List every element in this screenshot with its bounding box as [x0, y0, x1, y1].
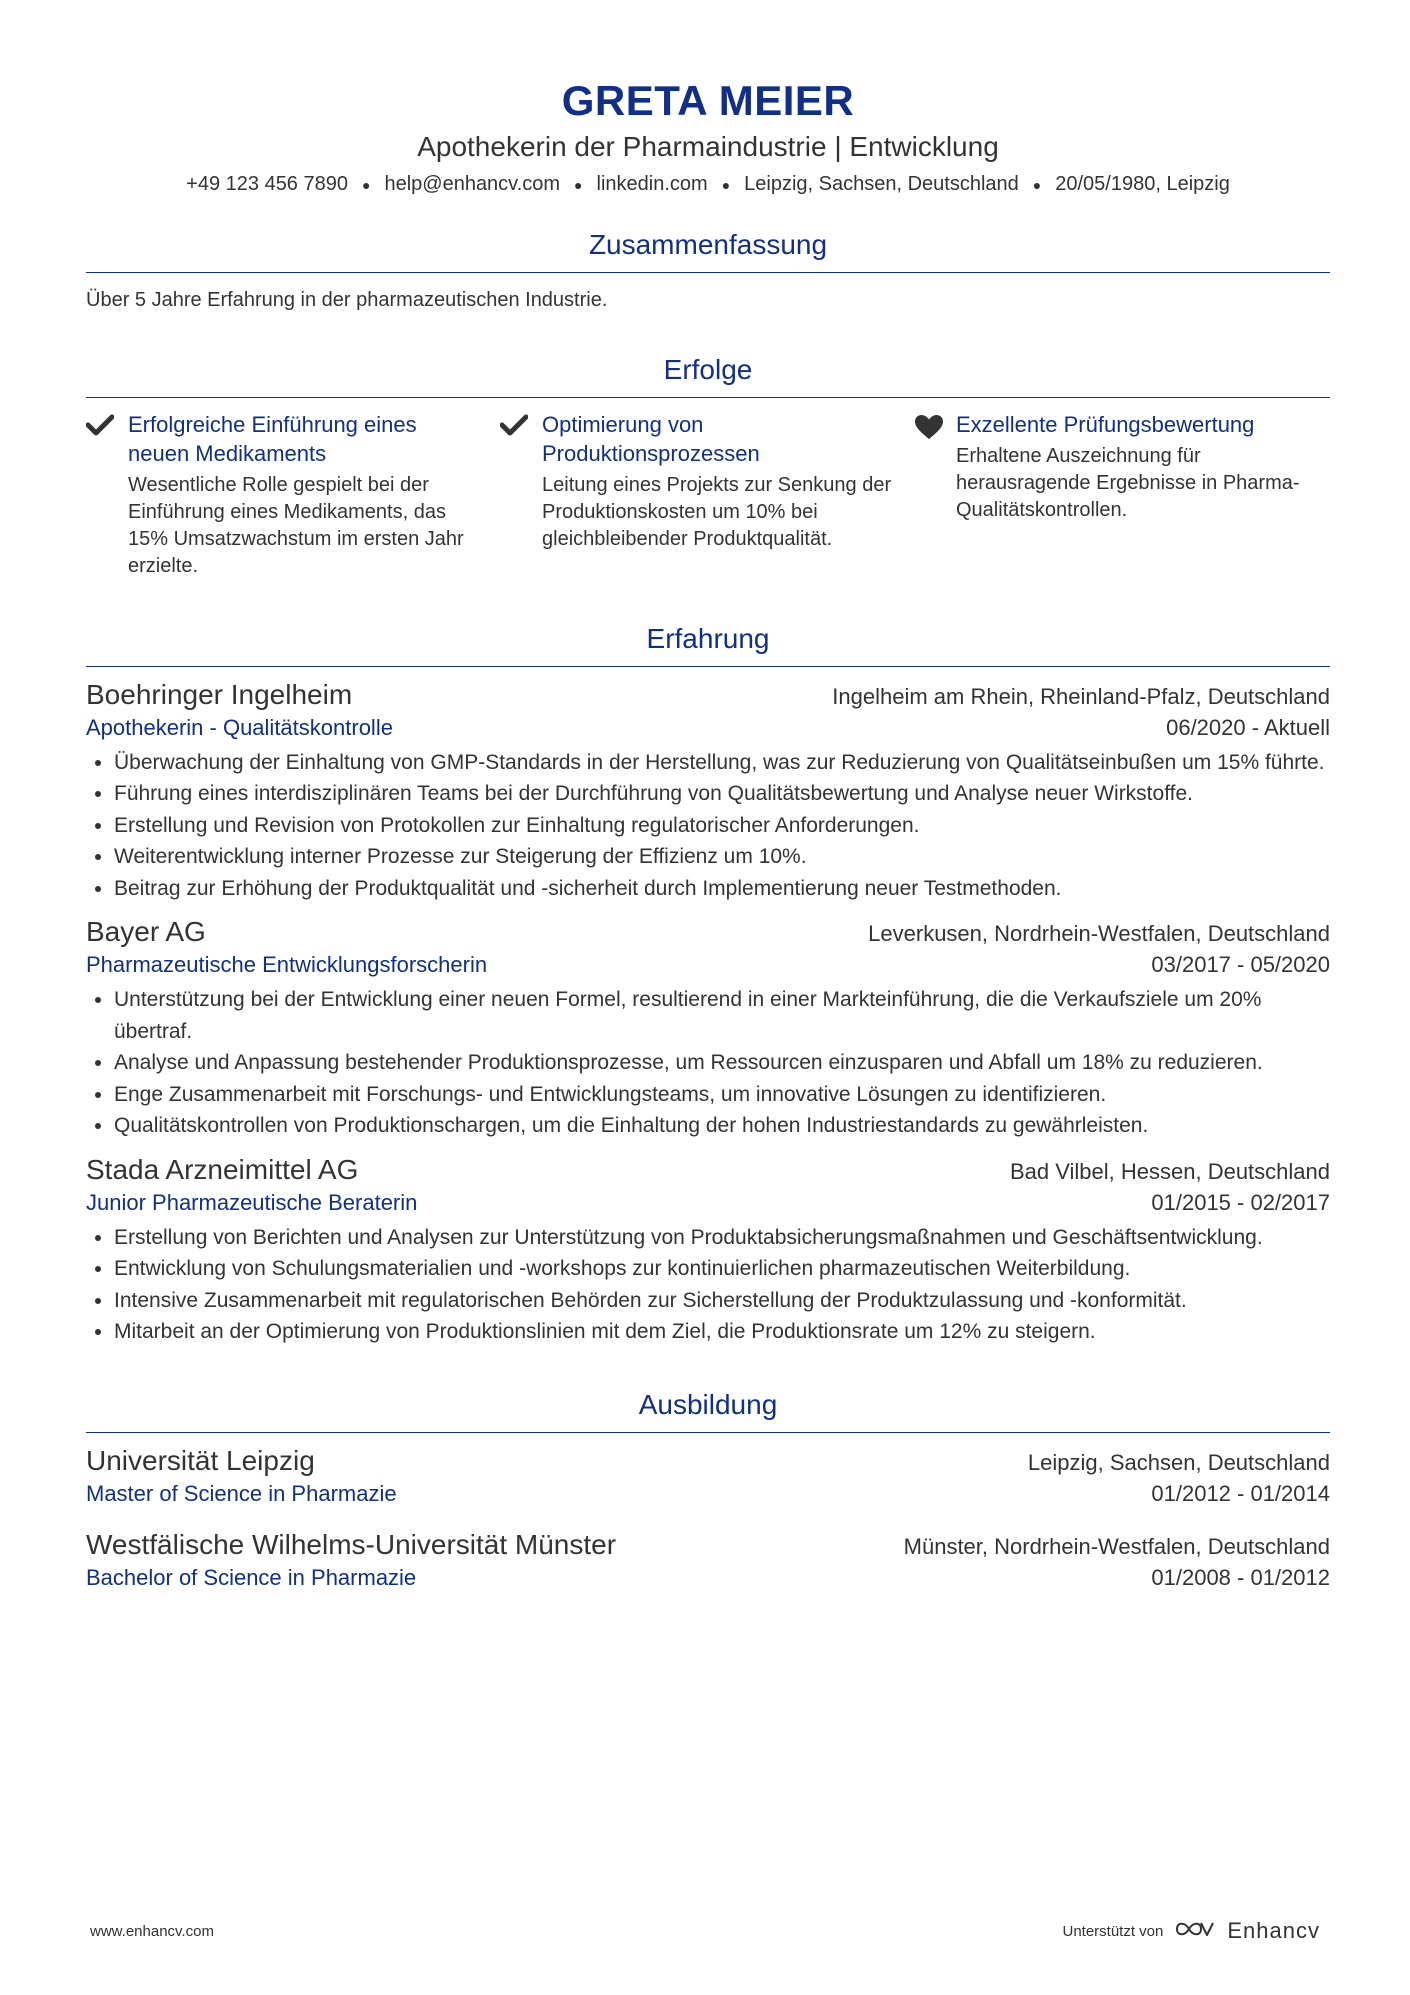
- job-role: Junior Pharmazeutische Beraterin: [86, 1189, 418, 1215]
- bullet-item: • Führung eines interdisziplinären Teams bei der Durchführung von Qualitätsbewertung und Analyse neuer Wirkstoffe.: [114, 778, 1330, 810]
- experience-entry: [86, 914, 1330, 1142]
- bullet-item: • Überwachung der Einhaltung von GMP-Standards in der Herstellung, was zur Reduzierung von Qualitätseinbußen um 15% führte.: [114, 747, 1330, 779]
- achievements-list: [86, 410, 1330, 580]
- company-name: Stada Arzneimittel AG: [86, 1153, 359, 1185]
- achievement-item: [914, 410, 1328, 580]
- achievement-title: Exzellente Prüfungsbewertung: [956, 411, 1255, 437]
- job-role: Pharmazeutische Entwicklungsforscherin: [86, 952, 488, 978]
- contact-phone: +49 123 456 7890: [186, 173, 348, 195]
- degree: Bachelor of Science in Pharmazie: [86, 1564, 417, 1590]
- achievement-description: Wesentliche Rolle gespielt bei der Einführung eines Medikaments, das 15% Umsatzwachstum im ersten Jahr erzielte.: [128, 473, 464, 577]
- heart-icon: [914, 410, 956, 580]
- job-dates: 06/2020 - Aktuell: [1166, 714, 1330, 740]
- contact-line: [86, 171, 1330, 198]
- contact-location: Leipzig, Sachsen, Deutschland: [744, 173, 1019, 195]
- achievement-description: Erhaltene Auszeichnung für herausragende Ergebnisse in Pharma-Qualitätskontrollen.: [956, 444, 1300, 521]
- job-bullets: [86, 747, 1330, 905]
- enhancv-logo-icon: [1173, 1918, 1217, 1944]
- achievement-description: Leitung eines Projekts zur Senkung der Produktionskosten um 10% bei gleichbleibender Produktqualität.: [542, 473, 892, 550]
- bullet-item: • Analyse und Anpassung bestehender Produktionsprozesse, um Ressourcen einzusparen und Abfall um 18% zu reduzieren.: [114, 1047, 1330, 1079]
- achievement-item: [500, 410, 914, 580]
- bullet-item: • Unterstützung bei der Entwicklung einer neuen Formel, resultierend in einer Markteinführung, die die Verkaufsziele um 20% übertraf.: [114, 984, 1330, 1047]
- bullet-item: • Mitarbeit an der Optimierung von Produktionslinien mit dem Ziel, die Produktionsrate um 12% zu steigern.: [114, 1316, 1330, 1348]
- bullet-item: • Erstellung von Berichten und Analysen zur Unterstützung von Produktabsicherungsmaßnahmen und Geschäftsentwicklung.: [114, 1222, 1330, 1254]
- bullet-item: • Entwicklung von Schulungsmaterialien und -workshops zur kontinuierlichen pharmazeutischen Weiterbildung.: [114, 1253, 1330, 1285]
- job-location: Leverkusen, Nordrhein-Westfalen, Deutschland: [868, 921, 1330, 947]
- summary-text: Über 5 Jahre Erfahrung in der pharmazeutischen Industrie.: [86, 288, 608, 311]
- bullet-item: • Erstellung und Revision von Protokollen zur Einhaltung regulatorischer Anforderungen.: [114, 810, 1330, 842]
- job-bullets: [86, 984, 1330, 1142]
- footer-website-link[interactable]: www.enhancv.com: [90, 1922, 214, 1940]
- bullet-item: • Qualitätskontrollen von Produktionschargen, um die Einhaltung der hohen Industriestandards zu gewährleisten.: [114, 1110, 1330, 1142]
- job-location: Bad Vilbel, Hessen, Deutschland: [1009, 1158, 1330, 1184]
- job-bullets: [86, 1222, 1330, 1348]
- check-icon: [500, 410, 542, 580]
- achievement-title: Erfolgreiche Einführung eines neuen Medikaments: [128, 411, 417, 466]
- powered-by: [1062, 1918, 1320, 1944]
- contact-birth: 20/05/1980, Leipzig: [1055, 173, 1230, 195]
- section-title-summary: Zusammenfassung: [86, 228, 1330, 273]
- degree: Master of Science in Pharmazie: [86, 1480, 397, 1506]
- school-location: Leipzig, Sachsen, Deutschland: [1027, 1449, 1330, 1475]
- bullet-item: • Weiterentwicklung interner Prozesse zur Steigerung der Effizienz um 10%.: [114, 841, 1330, 873]
- section-title-experience: Erfahrung: [86, 622, 1330, 667]
- page-footer: [90, 1918, 1320, 1944]
- section-title-education: Ausbildung: [86, 1388, 1330, 1433]
- education-dates: 01/2008 - 01/2012: [1151, 1564, 1330, 1590]
- education-entry: [86, 1443, 1330, 1509]
- candidate-title: Apothekerin der Pharmaindustrie | Entwicklung: [417, 131, 999, 162]
- resume-page: [86, 0, 1330, 1593]
- company-name: Boehringer Ingelheim: [86, 678, 353, 710]
- resume-header: [86, 0, 1330, 198]
- powered-by-label: Unterstützt von: [1062, 1922, 1164, 1940]
- brand-name: Enhancv: [1227, 1918, 1320, 1943]
- job-role: Apothekerin - Qualitätskontrolle: [86, 714, 393, 740]
- bullet-item: • Beitrag zur Erhöhung der Produktqualität und -sicherheit durch Implementierung neuer Testmethoden.: [114, 873, 1330, 905]
- contact-linkedin: linkedin.com: [596, 173, 708, 195]
- separator-dot: ●: [721, 176, 731, 193]
- job-dates: 03/2017 - 05/2020: [1151, 952, 1330, 978]
- bullet-item: • Enge Zusammenarbeit mit Forschungs- und Entwicklungsteams, um innovative Lösungen zu identifizieren.: [114, 1079, 1330, 1111]
- experience-entry: [86, 677, 1330, 905]
- achievement-item: [86, 410, 500, 580]
- job-dates: 01/2015 - 02/2017: [1151, 1189, 1330, 1215]
- job-location: Ingelheim am Rhein, Rheinland-Pfalz, Deutschland: [832, 683, 1330, 709]
- school-location: Münster, Nordrhein-Westfalen, Deutschland: [903, 1533, 1330, 1559]
- bullet-item: • Intensive Zusammenarbeit mit regulatorischen Behörden zur Sicherstellung der Produktzulassung und -konformität.: [114, 1285, 1330, 1317]
- achievement-title: Optimierung von Produktionsprozessen: [542, 411, 760, 466]
- education-entry: [86, 1527, 1330, 1593]
- check-icon: [86, 410, 128, 580]
- separator-dot: ●: [574, 176, 583, 193]
- separator-dot: ●: [1032, 176, 1042, 193]
- experience-entry: [86, 1152, 1330, 1348]
- education-dates: 01/2012 - 01/2014: [1151, 1480, 1330, 1506]
- school-name: Westfälische Wilhelms-Universität Münster: [86, 1528, 617, 1560]
- separator-dot: ●: [361, 176, 371, 193]
- school-name: Universität Leipzig: [86, 1444, 315, 1476]
- candidate-name: GRETA MEIER: [561, 77, 855, 124]
- section-title-achievements: Erfolge: [86, 353, 1330, 398]
- contact-email: help@enhancv.com: [384, 173, 561, 195]
- company-name: Bayer AG: [86, 916, 206, 948]
